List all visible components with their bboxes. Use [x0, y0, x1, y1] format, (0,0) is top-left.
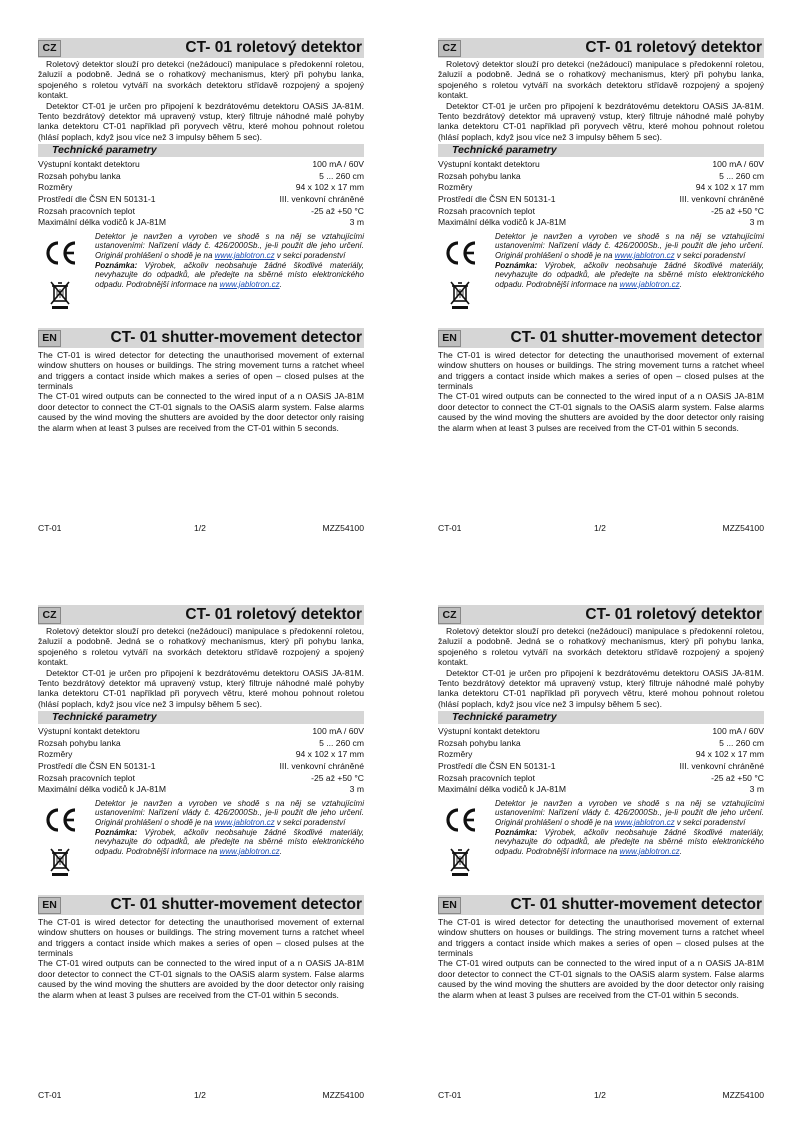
cz-language-badge: CZ — [38, 607, 61, 624]
note-label: Poznámka: — [495, 260, 538, 270]
en-title: CT- 01 shutter-movement detector — [510, 895, 762, 913]
en-language-badge: EN — [438, 897, 461, 914]
en-section — [38, 895, 364, 1000]
spec-row: Rozsah pracovních teplot -25 až +50 °C — [438, 205, 764, 216]
cz-language-badge: CZ — [438, 40, 461, 57]
en-header — [38, 895, 364, 915]
spec-row: Rozměry 94 x 102 x 17 mm — [38, 749, 364, 760]
en-title: CT- 01 shutter-movement detector — [510, 328, 762, 346]
footer-page-number: 1/2 — [194, 523, 206, 533]
en-title: CT- 01 shutter-movement detector — [110, 895, 362, 913]
spec-row: Rozsah pracovních teplot -25 až +50 °C — [38, 772, 364, 783]
en-paragraph-1: The CT-01 is wired detector for detecting the unauthorised movement of external window shutters on houses or buildings. The string movement turns a ratchet wheel and triggers a contact inside which makes a series of open – closed pulses at the terminals — [438, 349, 764, 392]
en-section — [38, 328, 364, 433]
cz-paragraph-2: Detektor CT-01 je určen pro připojení k bezdrátovému detektoru OASiS JA-81M. Tento bezdrátový detektor má upravený vstup, který filtruje náhodné malé pohyby lanka detektoru CT-01 například při poryvech větru, které mohou pohnout roletou (hlásí poplach, když jsou více než 3 impulsy během 5 sec). — [438, 100, 764, 142]
cz-header — [438, 605, 764, 625]
cz-paragraph-2: Detektor CT-01 je určen pro připojení k bezdrátovému detektoru OASiS JA-81M. Tento bezdrátový detektor má upravený vstup, který filtruje náhodné malé pohyby lanka detektoru CT-01 například při poryvech větru, které mohou pohnout roletou (hlásí poplach, když jsou více než 3 impulsy během 5 sec). — [438, 667, 764, 709]
spec-row: Výstupní kontakt detektoru 100 mA / 60V — [438, 726, 764, 737]
manual-card — [438, 38, 764, 433]
footer-model: CT-01 — [438, 523, 462, 533]
specs-heading: Technické parametry — [438, 144, 764, 157]
en-title: CT- 01 shutter-movement detector — [110, 328, 362, 346]
cz-language-badge: CZ — [38, 40, 61, 57]
conformity-text: Detektor je navržen a vyroben ve shodě s na něj se vztahujícími ustanoveními: Nařízení vlády č. 426/2000Sb., je-li použit dle jeho určení. Originál prohlášení o shodě je na www.jablotron.cz v sekci poradenství Poznámka: Výrobek, ačkoliv neobsahuje žádné škodlivé materiály, nevyhazujte do odpadků, ale předejte na sběrné místo elektronického odpadu. Podrobnější informace na www.jablotron.cz. — [95, 231, 364, 289]
spec-row: Prostředí dle ČSN EN 50131-1 III. venkovní chráněné — [38, 761, 364, 772]
cz-language-badge: CZ — [438, 607, 461, 624]
conformity-text: Detektor je navržen a vyroben ve shodě s na něj se vztahujícími ustanoveními: Nařízení vlády č. 426/2000Sb., je-li použit dle jeho určení. Originál prohlášení o shodě je na www.jablotron.cz v sekci poradenství Poznámka: Výrobek, ačkoliv neobsahuje žádné škodlivé materiály, nevyhazujte do odpadků, ale předejte na sběrné místo elektronického odpadu. Podrobnější informace na www.jablotron.cz. — [495, 231, 764, 289]
specs-table — [438, 159, 764, 229]
weee-crossed-bin-icon — [48, 280, 72, 310]
footer-page-number: 1/2 — [194, 1090, 206, 1100]
en-paragraph-2: The CT-01 wired outputs can be connected to the wired input of a n OASiS JA-81M door detector to connect the CT-01 signals to the OASiS alarm system. False alarms caused by the wind moving the shutters are avoided by the door detector only raising the alarm when at least 3 pulses are received from the CT-01 within 5 seconds. — [38, 958, 364, 1000]
en-paragraph-1: The CT-01 is wired detector for detecting the unauthorised movement of external window shutters on houses or buildings. The string movement turns a ratchet wheel and triggers a contact inside which makes a series of open – closed pulses at the terminals — [438, 916, 764, 959]
ce-mark-icon — [44, 807, 78, 833]
conformity-text: Detektor je navržen a vyroben ve shodě s na něj se vztahujícími ustanoveními: Nařízení vlády č. 426/2000Sb., je-li použit dle jeho určení. Originál prohlášení o shodě je na www.jablotron.cz v sekci poradenství Poznámka: Výrobek, ačkoliv neobsahuje žádné škodlivé materiály, nevyhazujte do odpadků, ale předejte na sběrné místo elektronického odpadu. Podrobnější informace na www.jablotron.cz. — [495, 798, 764, 856]
specs-table — [438, 726, 764, 796]
certification-block — [38, 232, 364, 314]
weee-crossed-bin-icon — [448, 847, 472, 877]
spec-row: Rozsah pracovních teplot -25 až +50 °C — [38, 205, 364, 216]
specs-table — [38, 726, 364, 796]
ce-mark-icon — [444, 807, 478, 833]
en-header — [438, 895, 764, 915]
spec-row: Rozsah pohybu lanka 5 ... 260 cm — [438, 737, 764, 748]
cz-header — [438, 38, 764, 58]
weee-crossed-bin-icon — [48, 847, 72, 877]
cz-paragraph-2: Detektor CT-01 je určen pro připojení k bezdrátovému detektoru OASiS JA-81M. Tento bezdrátový detektor má upravený vstup, který filtruje náhodné malé pohyby lanka detektoru CT-01 například při poryvech větru, které mohou pohnout roletou (hlásí poplach, když jsou více než 3 impulsy během 5 sec). — [38, 100, 364, 142]
spec-row: Rozsah pohybu lanka 5 ... 260 cm — [38, 170, 364, 181]
en-language-badge: EN — [438, 330, 461, 347]
cz-title: CT- 01 roletový detektor — [585, 606, 762, 623]
en-paragraph-2: The CT-01 wired outputs can be connected to the wired input of a n OASiS JA-81M door detector to connect the CT-01 signals to the OASiS alarm system. False alarms caused by the wind moving the shutters are avoided by the door detector only raising the alarm when at least 3 pulses are received from the CT-01 within 5 seconds. — [438, 958, 764, 1000]
en-language-badge: EN — [38, 330, 61, 347]
spec-row: Rozsah pohybu lanka 5 ... 260 cm — [38, 737, 364, 748]
specs-heading: Technické parametry — [38, 144, 364, 157]
jablotron-link[interactable]: www.jablotron.cz — [614, 251, 675, 260]
manual-card — [38, 38, 364, 433]
conformity-text: Detektor je navržen a vyroben ve shodě s na něj se vztahujícími ustanoveními: Nařízení vlády č. 426/2000Sb., je-li použit dle jeho určení. Originál prohlášení o shodě je na www.jablotron.cz v sekci poradenství Poznámka: Výrobek, ačkoliv neobsahuje žádné škodlivé materiály, nevyhazujte do odpadků, ale předejte na sběrné místo elektronického odpadu. Podrobnější informace na www.jablotron.cz. — [95, 798, 364, 856]
en-paragraph-1: The CT-01 is wired detector for detecting the unauthorised movement of external window shutters on houses or buildings. The string movement turns a ratchet wheel and triggers a contact inside which makes a series of open – closed pulses at the terminals — [38, 349, 364, 392]
footer-doc-code: MZZ54100 — [322, 523, 364, 533]
manual-card — [38, 605, 364, 1000]
specs-heading: Technické parametry — [38, 711, 364, 724]
ce-mark-icon — [444, 240, 478, 266]
spec-row: Výstupní kontakt detektoru 100 mA / 60V — [38, 726, 364, 737]
spec-row: Prostředí dle ČSN EN 50131-1 III. venkovní chráněné — [438, 761, 764, 772]
spec-row: Maximální délka vodičů k JA-81M 3 m — [438, 217, 764, 228]
cz-title: CT- 01 roletový detektor — [185, 39, 362, 56]
footer-model: CT-01 — [438, 1090, 462, 1100]
jablotron-link[interactable]: www.jablotron.cz — [214, 818, 275, 827]
cz-paragraph-1: Roletový detektor slouží pro detekci (nežádoucí) manipulace s předokenní roletou, žaluzií a podobně. Jedná se o rohatkový mechanismus, který při pohybu lanka, spojeného s roletou vytváří na svorkách detektoru střídavě rozpojený a spojený kontakt. — [38, 626, 364, 668]
en-section — [438, 895, 764, 1000]
footer-page-number: 1/2 — [594, 523, 606, 533]
en-section — [438, 328, 764, 433]
ce-mark-icon — [44, 240, 78, 266]
footer-model: CT-01 — [38, 1090, 62, 1100]
jablotron-link[interactable]: www.jablotron.cz — [219, 846, 280, 856]
en-paragraph-1: The CT-01 is wired detector for detecting the unauthorised movement of external window shutters on houses or buildings. The string movement turns a ratchet wheel and triggers a contact inside which makes a series of open – closed pulses at the terminals — [38, 916, 364, 959]
spec-row: Maximální délka vodičů k JA-81M 3 m — [38, 217, 364, 228]
cz-header — [38, 605, 364, 625]
certification-block — [438, 799, 764, 881]
spec-row: Rozsah pohybu lanka 5 ... 260 cm — [438, 170, 764, 181]
cz-header — [38, 38, 364, 58]
footer-page-number: 1/2 — [594, 1090, 606, 1100]
note-label: Poznámka: — [495, 827, 538, 837]
specs-table — [38, 159, 364, 229]
en-header — [438, 328, 764, 348]
certification-block — [38, 799, 364, 881]
en-header — [38, 328, 364, 348]
jablotron-link[interactable]: www.jablotron.cz — [219, 279, 280, 289]
spec-row: Výstupní kontakt detektoru 100 mA / 60V — [438, 159, 764, 170]
en-paragraph-2: The CT-01 wired outputs can be connected to the wired input of a n OASiS JA-81M door detector to connect the CT-01 signals to the OASiS alarm system. False alarms caused by the wind moving the shutters are avoided by the door detector only raising the alarm when at least 3 pulses are received from the CT-01 within 5 seconds. — [438, 391, 764, 433]
spec-row: Prostředí dle ČSN EN 50131-1 III. venkovní chráněné — [38, 194, 364, 205]
spec-row: Prostředí dle ČSN EN 50131-1 III. venkovní chráněné — [438, 194, 764, 205]
cz-title: CT- 01 roletový detektor — [185, 606, 362, 623]
cz-paragraph-1: Roletový detektor slouží pro detekci (nežádoucí) manipulace s předokenní roletou, žaluzií a podobně. Jedná se o rohatkový mechanismus, který při pohybu lanka, spojeného s roletou vytváří na svorkách detektoru střídavě rozpojený a spojený kontakt. — [438, 59, 764, 101]
note-label: Poznámka: — [95, 827, 138, 837]
weee-crossed-bin-icon — [448, 280, 472, 310]
manual-card — [438, 605, 764, 1000]
cz-paragraph-1: Roletový detektor slouží pro detekci (nežádoucí) manipulace s předokenní roletou, žaluzií a podobně. Jedná se o rohatkový mechanismus, který při pohybu lanka, spojeného s roletou vytváří na svorkách detektoru střídavě rozpojený a spojený kontakt. — [38, 59, 364, 101]
footer-doc-code: MZZ54100 — [722, 1090, 764, 1100]
jablotron-link[interactable]: www.jablotron.cz — [619, 279, 680, 289]
en-paragraph-2: The CT-01 wired outputs can be connected to the wired input of a n OASiS JA-81M door detector to connect the CT-01 signals to the OASiS alarm system. False alarms caused by the wind moving the shutters are avoided by the door detector only raising the alarm when at least 3 pulses are received from the CT-01 within 5 seconds. — [38, 391, 364, 433]
jablotron-link[interactable]: www.jablotron.cz — [214, 251, 275, 260]
spec-row: Rozměry 94 x 102 x 17 mm — [38, 182, 364, 193]
cz-paragraph-2: Detektor CT-01 je určen pro připojení k bezdrátovému detektoru OASiS JA-81M. Tento bezdrátový detektor má upravený vstup, který filtruje náhodné malé pohyby lanka detektoru CT-01 například při poryvech větru, které mohou pohnout roletou (hlásí poplach, když jsou více než 3 impulsy během 5 sec). — [38, 667, 364, 709]
spec-row: Rozměry 94 x 102 x 17 mm — [438, 749, 764, 760]
spec-row: Rozsah pracovních teplot -25 až +50 °C — [438, 772, 764, 783]
jablotron-link[interactable]: www.jablotron.cz — [614, 818, 675, 827]
cz-title: CT- 01 roletový detektor — [585, 39, 762, 56]
en-language-badge: EN — [38, 897, 61, 914]
footer-doc-code: MZZ54100 — [722, 523, 764, 533]
spec-row: Maximální délka vodičů k JA-81M 3 m — [438, 784, 764, 795]
certification-block — [438, 232, 764, 314]
jablotron-link[interactable]: www.jablotron.cz — [619, 846, 680, 856]
spec-row: Rozměry 94 x 102 x 17 mm — [438, 182, 764, 193]
cz-paragraph-1: Roletový detektor slouží pro detekci (nežádoucí) manipulace s předokenní roletou, žaluzií a podobně. Jedná se o rohatkový mechanismus, který při pohybu lanka, spojeného s roletou vytváří na svorkách detektoru střídavě rozpojený a spojený kontakt. — [438, 626, 764, 668]
footer-doc-code: MZZ54100 — [322, 1090, 364, 1100]
note-label: Poznámka: — [95, 260, 138, 270]
specs-heading: Technické parametry — [438, 711, 764, 724]
spec-row: Výstupní kontakt detektoru 100 mA / 60V — [38, 159, 364, 170]
footer-model: CT-01 — [38, 523, 62, 533]
spec-row: Maximální délka vodičů k JA-81M 3 m — [38, 784, 364, 795]
